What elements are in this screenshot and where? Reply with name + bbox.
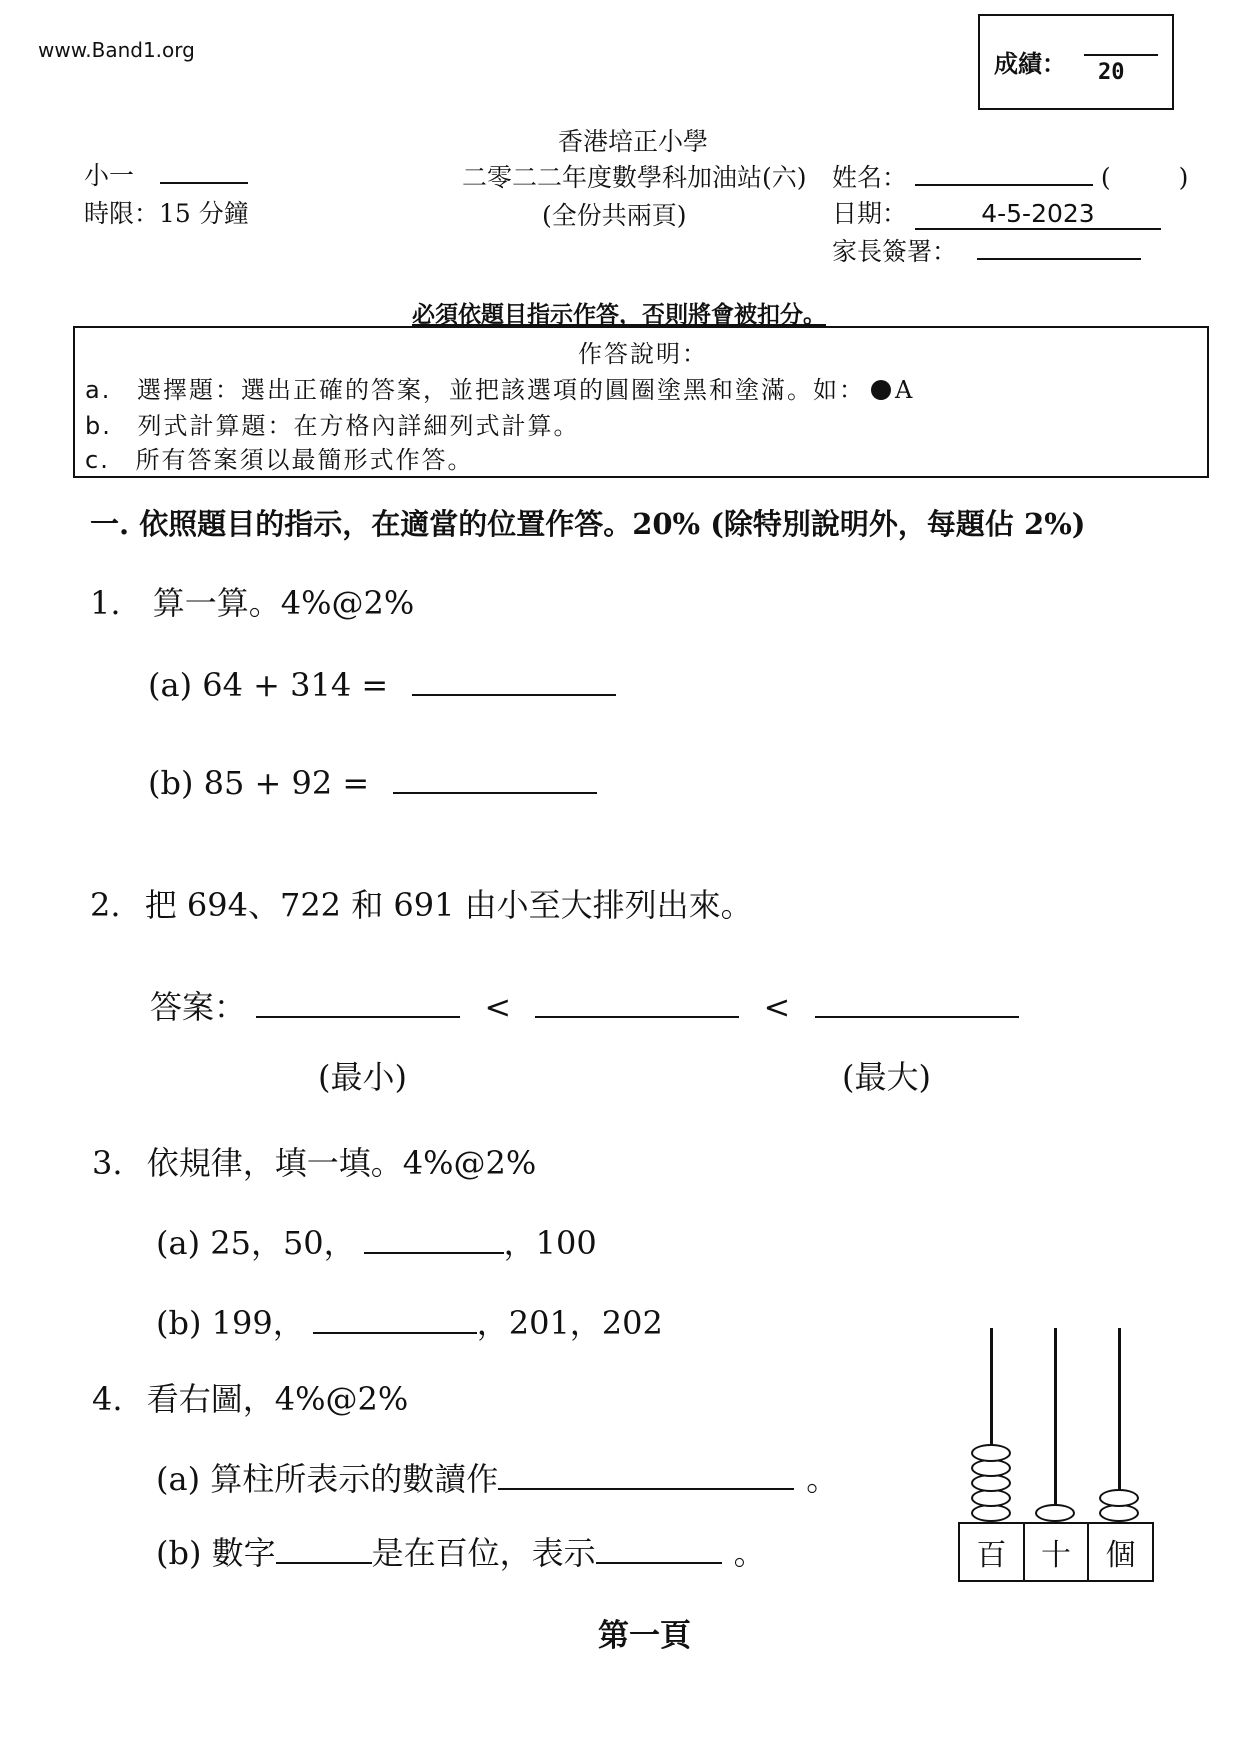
pages-note: (全份共兩頁) xyxy=(542,201,687,230)
question-text: (a) 64 + 314 = xyxy=(148,666,389,704)
abacus-rod-tens xyxy=(1054,1328,1057,1524)
score-blank xyxy=(1084,54,1158,56)
question-number: 3. xyxy=(92,1144,123,1182)
answer-blank[interactable] xyxy=(313,1331,477,1334)
question-title: 算一算。4%@2% xyxy=(152,584,415,622)
question-2 xyxy=(90,880,753,926)
abacus-figure xyxy=(958,1328,1154,1588)
answer-blank-middle[interactable] xyxy=(535,1015,739,1018)
instruction-b xyxy=(85,406,580,441)
abacus-bead-tens xyxy=(1035,1504,1075,1522)
question-4a xyxy=(156,1454,838,1500)
instructions-title: 作答說明： xyxy=(578,340,708,368)
class-blank xyxy=(160,181,248,184)
place-label-ones: 個 xyxy=(1105,1538,1136,1573)
less-than-sign: < xyxy=(484,988,512,1026)
instruction-text: 選擇題：選出正確的答案，並把該選項的圓圈塗黑和塗滿。如： xyxy=(136,376,865,404)
exam-title-text: 二零二二年度數學科加油站(六) xyxy=(462,163,807,192)
question-3 xyxy=(92,1138,536,1184)
instruction-a xyxy=(85,370,914,405)
question-1a xyxy=(148,666,616,704)
question-text: (b) 199， xyxy=(156,1304,305,1342)
abacus-bead-ones xyxy=(1099,1489,1139,1507)
section-1-title: 一. 依照題目的指示，在適當的位置作答。20% (除特別說明外，每題佔 2%) xyxy=(90,507,1086,541)
question-3b xyxy=(156,1298,663,1344)
largest-label: (最大) xyxy=(842,1058,931,1096)
question-number: 1. xyxy=(90,584,121,622)
question-text-mid: 是在百位，表示 xyxy=(371,1534,596,1572)
smallest-label: (最小) xyxy=(318,1058,407,1096)
score-label: 成績： xyxy=(994,49,1066,78)
answer-blank[interactable] xyxy=(498,1487,794,1490)
question-text-end: ，100 xyxy=(503,1224,597,1262)
place-label-hundreds: 百 xyxy=(960,1524,1025,1580)
instruction-text: 所有答案須以最簡形式作答。 xyxy=(135,446,474,474)
less-than-sign: < xyxy=(763,988,791,1026)
question-text: (a) 算柱所表示的數讀作 xyxy=(156,1460,499,1498)
answer-blank-value[interactable] xyxy=(596,1561,722,1564)
question-3a xyxy=(156,1218,597,1264)
time-limit: 時限：15 分鐘 xyxy=(84,199,249,228)
answer-blank-largest[interactable] xyxy=(815,1015,1019,1018)
question-text-end: 。 xyxy=(733,1534,766,1572)
question-text: (a) 25，50， xyxy=(156,1224,356,1262)
date-label: 日期： xyxy=(832,199,908,228)
school-name: 香港培正小學 xyxy=(557,127,709,156)
parent-sign-label: 家長簽署： xyxy=(832,237,958,266)
warning-text: 必須依題目指示作答，否則將會被扣分。 xyxy=(412,301,826,328)
score-total: 20 xyxy=(1098,60,1125,85)
exam-title xyxy=(462,158,807,194)
instruction-example: A xyxy=(894,376,915,404)
answer-blank-digit[interactable] xyxy=(276,1561,372,1564)
answer-blank[interactable] xyxy=(393,791,597,794)
date-value: 4-5-2023 xyxy=(915,199,1161,230)
abacus-bead-hundreds xyxy=(971,1444,1011,1462)
grade-row xyxy=(84,156,248,192)
grade-label: 小一 xyxy=(84,161,135,190)
question-title: 依規律，填一填。4%@2% xyxy=(146,1144,537,1182)
question-number: 2. xyxy=(90,886,121,924)
answer-blank-smallest[interactable] xyxy=(256,1015,460,1018)
answer-blank[interactable] xyxy=(412,693,616,696)
name-blank xyxy=(915,183,1093,186)
instruction-letter: b. xyxy=(85,412,112,440)
instructions-box xyxy=(73,326,1209,478)
abacus-place-labels xyxy=(958,1522,1154,1582)
score-box xyxy=(978,14,1174,110)
question-4b xyxy=(156,1528,766,1574)
place-label-tens: 十 xyxy=(1025,1524,1090,1580)
instruction-text: 列式計算題：在方格內詳細列式計算。 xyxy=(137,412,580,440)
question-text: (b) 數字 xyxy=(156,1534,276,1572)
answer-label: 答案： xyxy=(150,988,247,1026)
filled-circle-icon xyxy=(871,380,891,400)
question-1b xyxy=(148,764,597,802)
question-4 xyxy=(92,1374,408,1420)
parent-sign-blank xyxy=(977,257,1141,260)
class-number-paren-open: ( xyxy=(1100,163,1111,192)
question-title: 看右圖，4%@2% xyxy=(146,1380,409,1418)
instruction-c xyxy=(85,440,473,475)
question-number: 4. xyxy=(92,1380,123,1418)
name-row xyxy=(832,158,1188,194)
question-2-answer xyxy=(150,982,1019,1028)
question-text-end: ，201，202 xyxy=(476,1304,663,1342)
question-text-end: 。 xyxy=(806,1460,839,1498)
name-label: 姓名： xyxy=(832,163,908,192)
website-url: www.Band1.org xyxy=(38,38,195,62)
question-title: 把 694、722 和 691 由小至大排列出來。 xyxy=(144,886,753,924)
parent-sign-row xyxy=(832,232,1141,268)
date-row xyxy=(832,194,1161,230)
instruction-letter: c. xyxy=(85,446,110,474)
class-number-paren-close: ) xyxy=(1178,163,1189,192)
instruction-letter: a. xyxy=(85,376,112,404)
answer-blank[interactable] xyxy=(364,1251,504,1254)
page-number: 第一頁 xyxy=(598,1618,691,1654)
question-text: (b) 85 + 92 = xyxy=(148,764,370,802)
question-1 xyxy=(90,578,414,624)
